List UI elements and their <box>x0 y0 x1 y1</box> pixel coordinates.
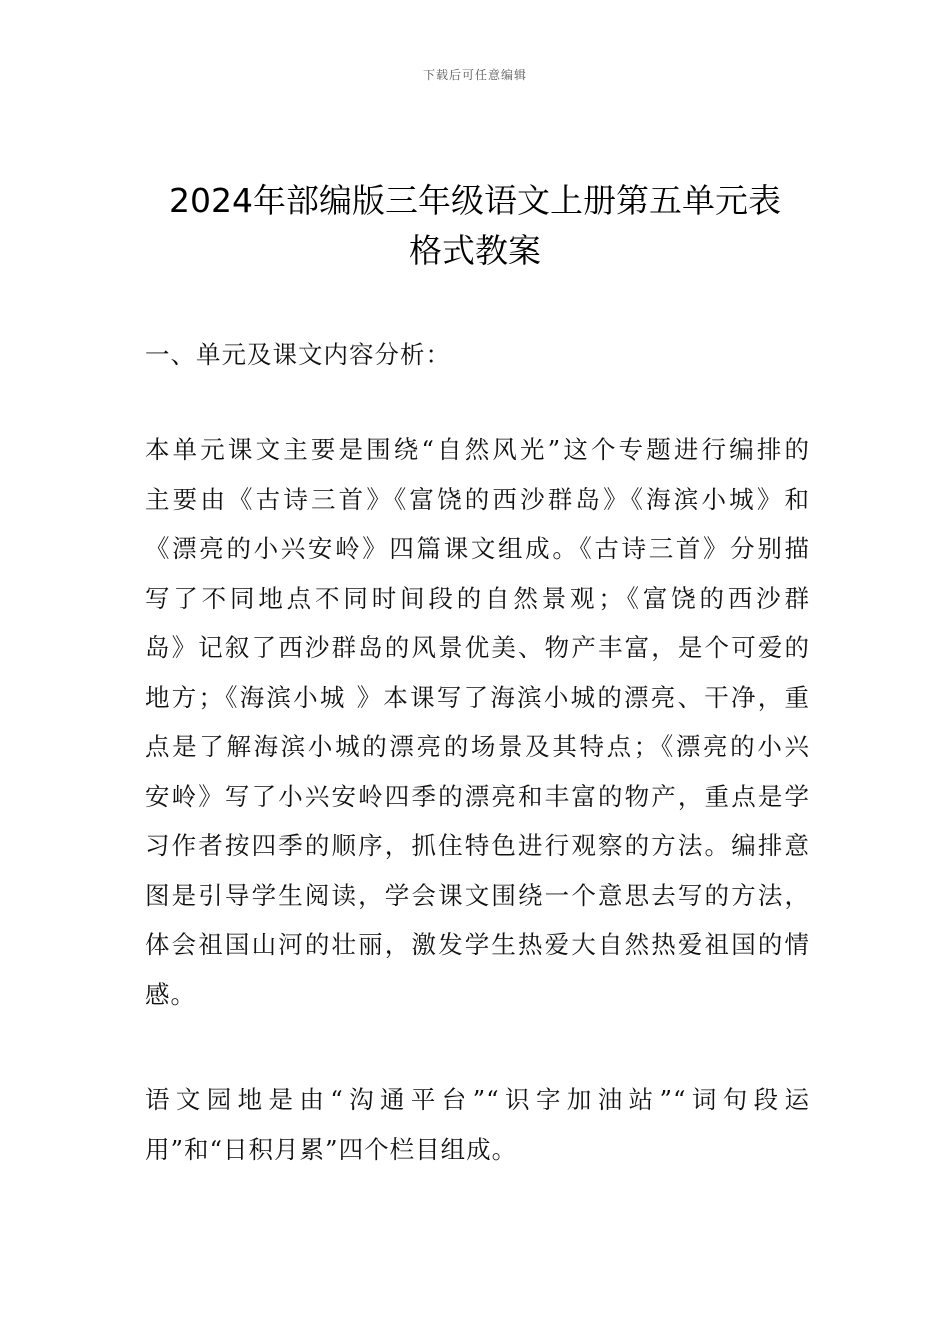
paragraph-line: 语文园地是由“沟通平台”“识字加油站”“词句段运 <box>145 1085 810 1114</box>
paragraph-line: 《漂亮的小兴安岭》四篇课文组成。《古诗三首》分别描 <box>145 534 810 563</box>
title-line-2: 格式教案 <box>409 231 541 270</box>
paragraph-line: 写了不同地点不同时间段的自然景观；《富饶的西沙群 <box>145 583 810 613</box>
paragraph-line: 图是引导学生阅读，学会课文围绕一个意思去写的方法， <box>145 880 810 910</box>
paragraph-line: 用”和“日积月累”四个栏目组成。 <box>145 1134 518 1164</box>
paragraph-unit-analysis <box>145 425 810 1019</box>
section-heading: 一、单元及课文内容分析： <box>145 340 451 369</box>
paragraph-line: 主要由《古诗三首》《富饶的西沙群岛》《海滨小城》和 <box>145 484 810 514</box>
paragraph-chinese-garden <box>145 1075 810 1174</box>
header-note: 下载后可任意编辑 <box>422 68 527 82</box>
paragraph-line: 感。 <box>145 979 196 1009</box>
paragraph-line: 本单元课文主要是围绕“自然风光”这个专题进行编排的 <box>145 435 810 464</box>
paragraph-line: 地方；《海滨小城 》本课写了海滨小城的漂亮、干净，重 <box>145 682 810 712</box>
paragraph-line: 习作者按四季的顺序，抓住特色进行观察的方法。编排意 <box>145 831 810 860</box>
paragraph-line: 体会祖国山河的壮丽，激发学生热爱大自然热爱祖国的情 <box>145 930 810 959</box>
title-line-1: 2024年部编版三年级语文上册第五单元表 <box>169 181 781 220</box>
document-title <box>120 176 830 276</box>
paragraph-line: 岛》记叙了西沙群岛的风景优美、物产丰富，是个可爱的 <box>145 633 810 662</box>
paragraph-line: 点是了解海滨小城的漂亮的场景及其特点；《漂亮的小兴 <box>145 732 810 761</box>
paragraph-line: 安岭》写了小兴安岭四季的漂亮和丰富的物产，重点是学 <box>145 781 810 811</box>
